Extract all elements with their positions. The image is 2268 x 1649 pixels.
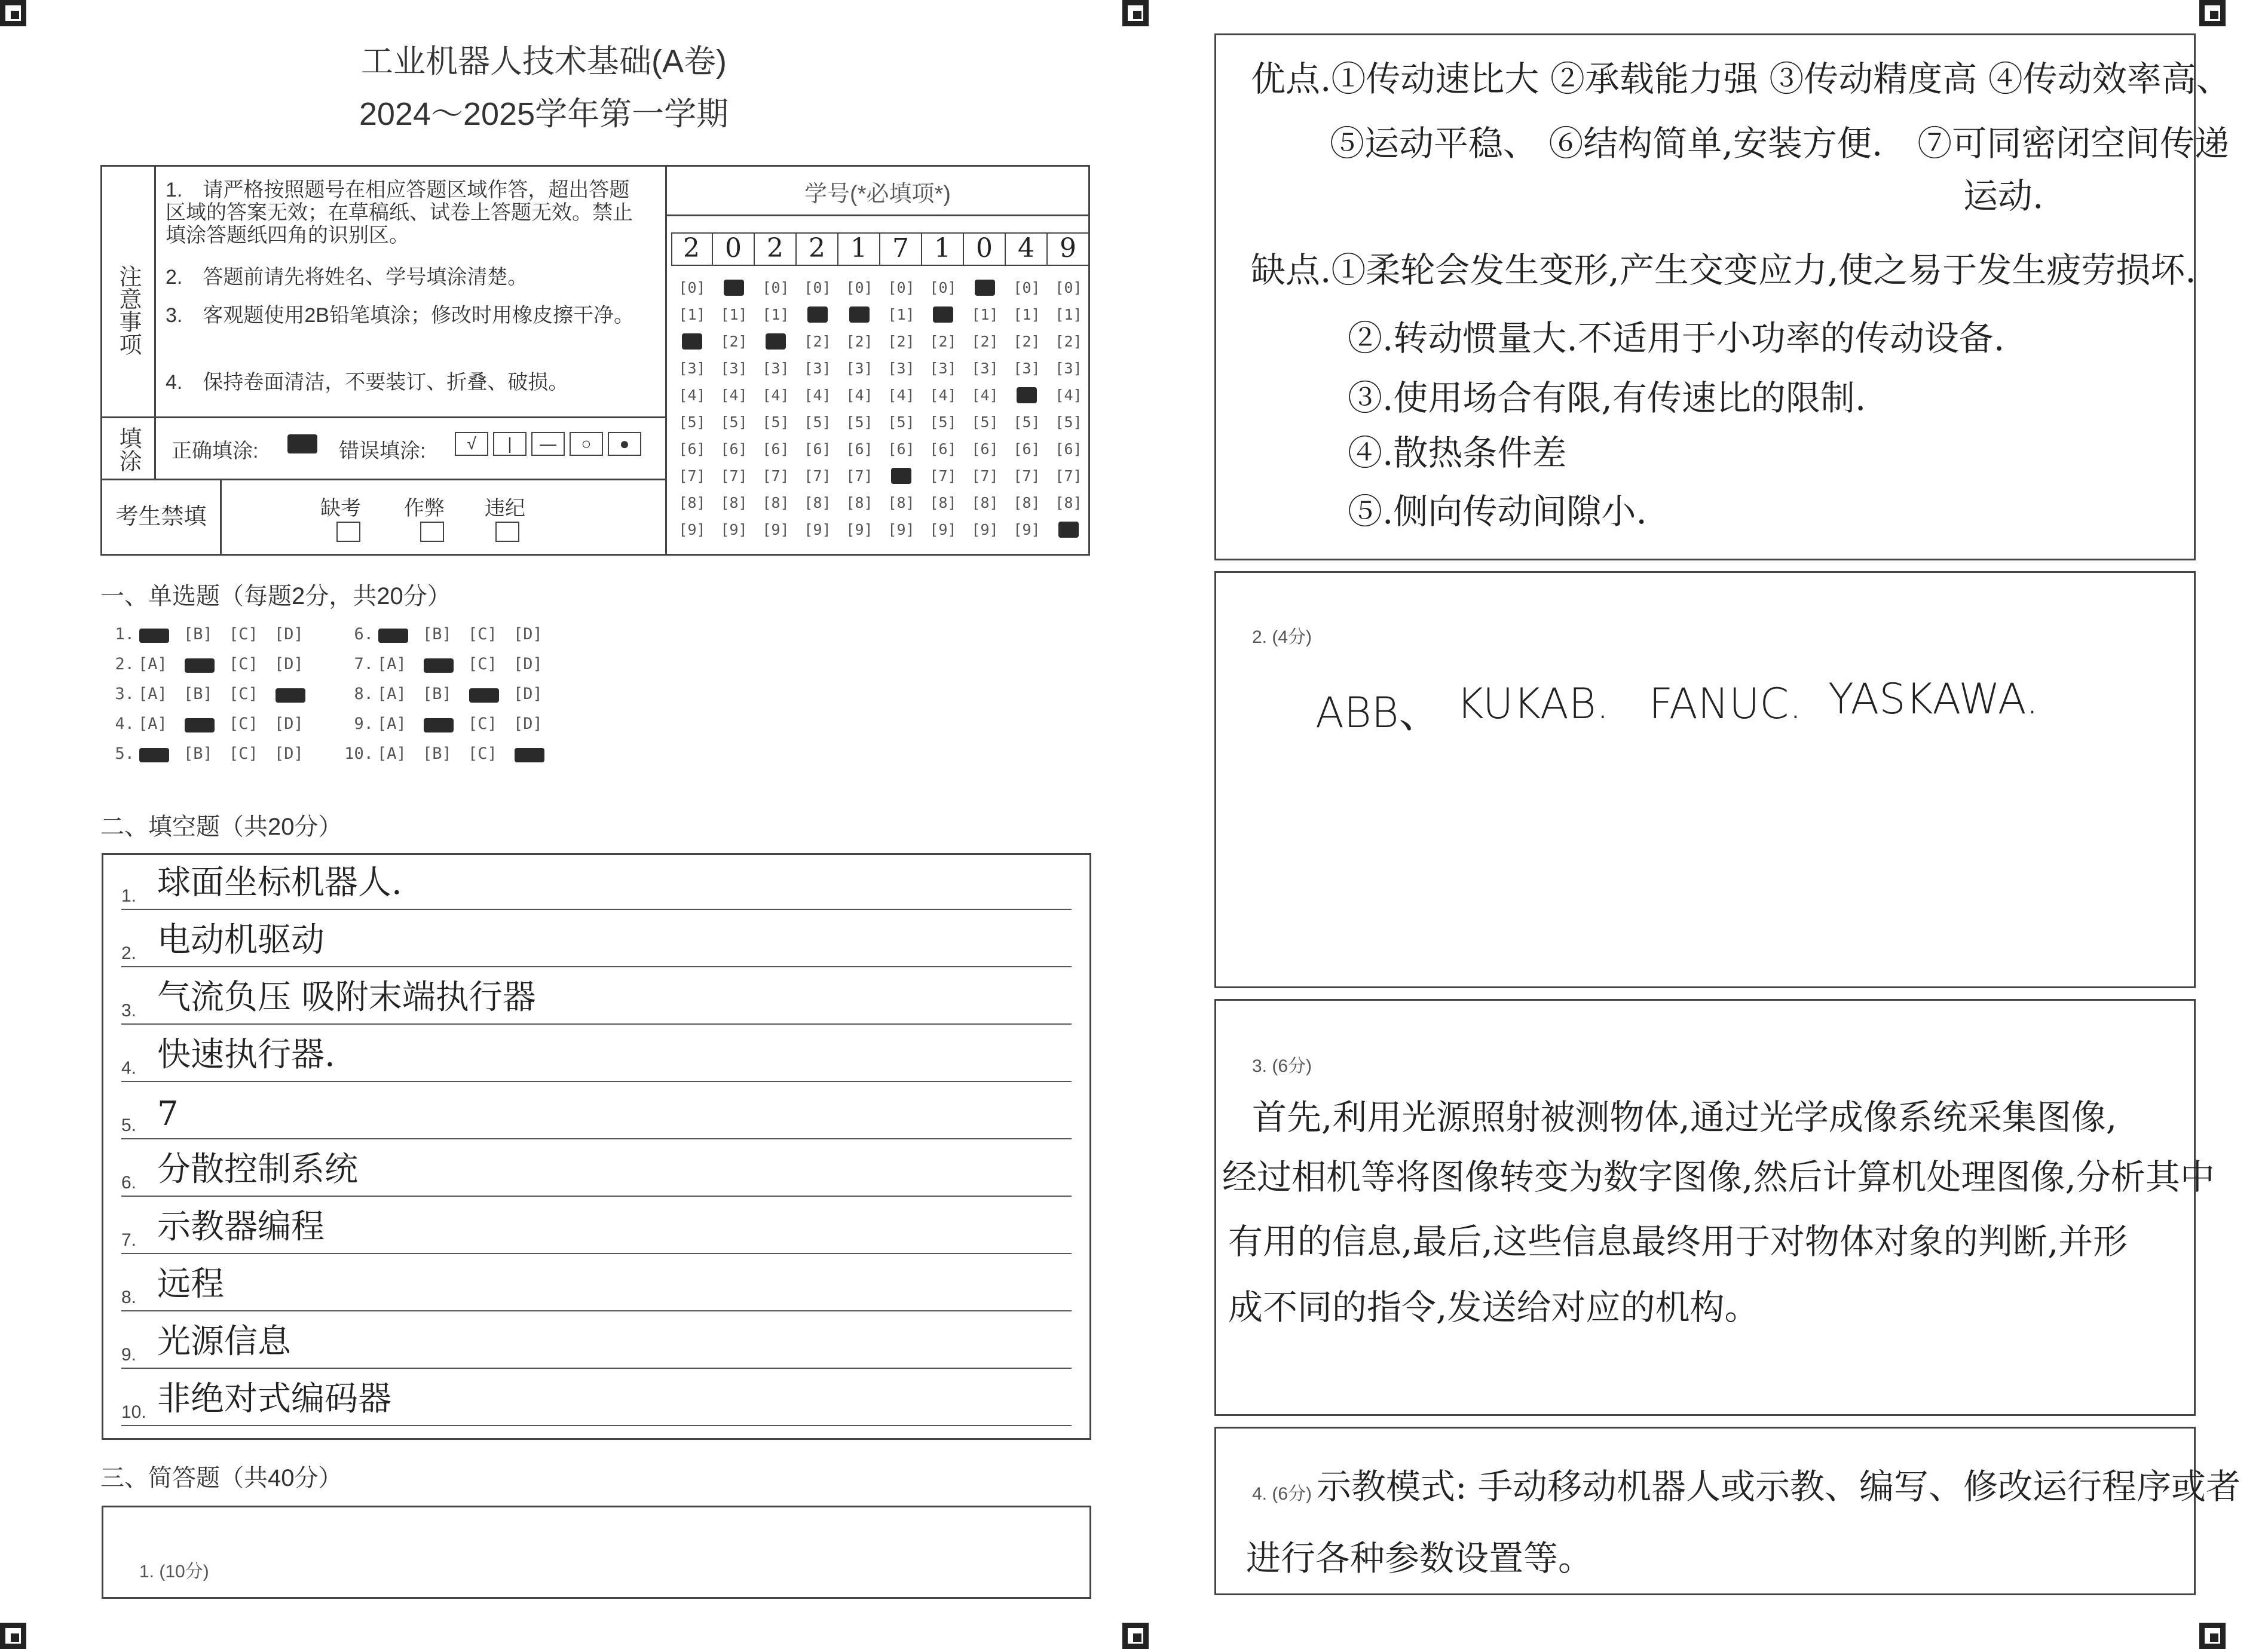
q2-answer-2: KUKAB. (1456, 679, 1609, 728)
choice-bubble[interactable]: [B] (183, 625, 213, 643)
student-id-bubble[interactable]: [8] (1055, 494, 1082, 511)
student-id-bubble[interactable]: [5] (887, 413, 915, 431)
choice-bubble[interactable]: [C] (229, 655, 258, 673)
choice-bubble[interactable]: [A] (377, 715, 406, 733)
student-id-bubble[interactable]: [7] (678, 467, 706, 485)
blank-answer: 示教器编程 (157, 1207, 325, 1246)
notice-side-label: 注意事项 (115, 265, 140, 355)
cheating-checkbox[interactable] (420, 522, 444, 542)
question-number: 8. (354, 685, 374, 703)
choice-bubble[interactable]: [A] (138, 685, 167, 703)
student-id-digit: 0 (964, 232, 1006, 266)
choice-bubble[interactable]: [A] (377, 744, 406, 763)
student-id-bubble[interactable] (674, 328, 711, 355)
student-id-bubble[interactable]: [0] (762, 279, 789, 296)
correct-fill-label: 正确填涂: (172, 440, 259, 462)
question-number: 7. (354, 655, 374, 673)
student-id-bubble[interactable]: [7] (1055, 467, 1082, 485)
choice-bubble[interactable]: [D] (513, 685, 543, 703)
student-id-bubble[interactable]: [4] (1055, 387, 1082, 404)
corner-mark-bottom-right (2199, 1623, 2226, 1649)
student-id-bubble[interactable]: [4] (971, 387, 999, 404)
student-id-bubble[interactable]: [5] (678, 413, 706, 431)
blank-number: 8. (121, 1288, 137, 1307)
choice-bubble[interactable] (377, 625, 423, 643)
fill-blank-line (121, 912, 1072, 967)
student-id-bubble[interactable]: [4] (887, 387, 915, 404)
corner-mark-top-right (2199, 0, 2226, 26)
q2-answer-1: ABB、 (1315, 688, 1441, 737)
blank-number: 4. (121, 1058, 137, 1078)
student-id-bubble[interactable]: [0] (804, 279, 831, 296)
choice-bubble[interactable]: [D] (513, 655, 543, 673)
blank-answer: 球面坐标机器人. (157, 863, 402, 902)
corner-mark-top-middle (1122, 0, 1149, 26)
student-id-bubble[interactable]: [4] (762, 387, 789, 404)
student-id-bubble[interactable]: [2] (971, 333, 999, 350)
wrong-mark-check: √ (455, 432, 488, 456)
fill-side-label: 填涂 (115, 427, 140, 472)
q1-line-1: 优点.①传动速比大 ②承载能力强 ③传动精度高 ④传动效率高、 (1251, 59, 2231, 99)
choice-bubble[interactable]: [D] (274, 625, 304, 643)
q1-line-7: ④.散热条件差 (1348, 433, 1567, 473)
blank-number: 6. (121, 1173, 137, 1193)
choice-bubble[interactable]: [D] (513, 715, 543, 733)
cheating-label: 作弊 (404, 497, 445, 520)
student-id-digit: 7 (880, 232, 922, 266)
choice-bubble[interactable]: [C] (468, 655, 497, 673)
blank-answer: 非绝对式编码器 (157, 1380, 391, 1418)
student-id-bubble[interactable]: [9] (846, 521, 873, 538)
single-choice-question (341, 625, 559, 643)
student-id-bubble[interactable]: [1] (678, 306, 706, 323)
student-id-bubble[interactable]: [3] (929, 360, 957, 377)
student-id-digit: 2 (671, 232, 713, 266)
student-id-bubble[interactable] (883, 462, 920, 489)
wrong-mark-circle: ○ (570, 432, 603, 456)
choice-bubble[interactable]: [A] (138, 715, 167, 733)
student-id-bubble-column (841, 274, 878, 543)
violation-checkbox[interactable] (495, 522, 519, 542)
student-id-label: 学号(*必填项*) (804, 182, 951, 207)
exam-term: 2024～2025学年第一学期 (359, 96, 729, 132)
choice-bubble[interactable]: [A] (377, 685, 406, 703)
fill-blank-line (121, 1027, 1072, 1082)
student-id-bubble[interactable] (715, 274, 752, 301)
student-id-bubble[interactable]: [8] (678, 494, 706, 511)
question-number: 10. (344, 744, 374, 763)
student-id-bubble[interactable]: [7] (846, 467, 873, 485)
choice-bubble[interactable]: [C] (468, 744, 497, 763)
student-id-bubble[interactable]: [2] (1055, 333, 1082, 350)
student-id-bubble[interactable]: [0] (846, 279, 873, 296)
blank-answer: 快速执行器. (157, 1035, 335, 1074)
student-id-digit: 1 (838, 232, 880, 266)
choice-bubble[interactable] (138, 625, 183, 643)
header-info-block (100, 165, 1090, 556)
q1-line-6: ③.使用场合有限,有传速比的限制. (1348, 378, 1866, 418)
student-id-bubble[interactable]: [8] (720, 494, 748, 511)
choice-bubble[interactable] (138, 744, 183, 763)
absent-label: 缺考 (320, 497, 361, 520)
student-id-bubble[interactable]: [7] (971, 467, 999, 485)
blank-number: 1. (121, 886, 137, 906)
student-id-bubble[interactable]: [2] (929, 333, 957, 350)
student-id-bubble[interactable]: [5] (846, 413, 873, 431)
student-id-bubble[interactable]: [5] (971, 413, 999, 431)
student-id-bubble[interactable]: [4] (720, 387, 748, 404)
student-id-bubble[interactable]: [6] (762, 440, 789, 458)
single-choice-question (102, 685, 320, 703)
student-id-bubble[interactable]: [9] (929, 521, 957, 538)
q3-label: 3. (6分) (1252, 1056, 1312, 1076)
student-id-bubble[interactable]: [5] (1055, 413, 1082, 431)
question-number: 2. (115, 655, 134, 673)
student-id-bubble[interactable]: [9] (1013, 521, 1040, 538)
q1-line-3: 运动. (1963, 176, 2044, 216)
blank-number: 10. (121, 1402, 146, 1422)
single-choice-question (102, 715, 320, 733)
choice-bubble[interactable]: [B] (183, 685, 213, 703)
choice-bubble[interactable]: [B] (183, 744, 213, 763)
student-id-bubble-column (1050, 274, 1087, 543)
blank-answer: 7 (157, 1095, 179, 1133)
fill-blank-line (121, 1256, 1072, 1311)
fill-blank-line (121, 1142, 1072, 1197)
q1-line-4: 缺点.①柔轮会发生变形,产生交变应力,使之易于发生疲劳损坏. (1251, 250, 2196, 290)
fill-blank-line (121, 1314, 1072, 1369)
student-id-bubble[interactable]: [6] (1055, 440, 1082, 458)
student-id-bubble[interactable]: [2] (804, 333, 831, 350)
question-number: 6. (354, 625, 374, 643)
correct-fill-sample (287, 434, 317, 453)
fill-blank-line (121, 1371, 1072, 1426)
fill-blank-line (121, 855, 1072, 910)
student-id-bubble[interactable]: [4] (804, 387, 831, 404)
student-id-bubble[interactable]: [9] (971, 521, 999, 538)
q1-line-8: ⑤.侧向传动间隙小. (1348, 491, 1647, 532)
choice-bubble[interactable]: [C] (468, 625, 497, 643)
student-id-bubble[interactable]: [1] (720, 306, 748, 323)
student-id-bubble[interactable]: [8] (929, 494, 957, 511)
student-id-bubble[interactable]: [8] (1013, 494, 1040, 511)
student-id-bubble-column (1008, 274, 1045, 543)
choice-bubble[interactable]: [C] (229, 625, 258, 643)
student-id-bubble[interactable]: [5] (929, 413, 957, 431)
student-id-digit: 4 (1006, 232, 1048, 266)
corner-mark-top-left (0, 0, 26, 26)
student-id-bubble[interactable]: [9] (762, 521, 789, 538)
question-number: 1. (115, 625, 134, 643)
q2-answer-3: FANUC. (1649, 679, 1802, 728)
student-id-bubble[interactable]: [1] (762, 306, 789, 323)
question-number: 4. (115, 715, 134, 733)
notice-item-4: 4. 保持卷面清洁，不要装订、折叠、破损。 (166, 371, 569, 394)
choice-bubble[interactable]: [B] (423, 625, 452, 643)
blank-number: 3. (121, 1001, 137, 1020)
corner-mark-bottom-middle (1122, 1623, 1149, 1649)
exam-forbidden-label: 考生禁填 (102, 480, 222, 554)
student-id-bubble[interactable]: [7] (1013, 467, 1040, 485)
wrong-fill-label: 错误填涂: (339, 440, 426, 462)
choice-bubble[interactable]: [D] (274, 655, 304, 673)
student-id-bubble[interactable]: [3] (804, 360, 831, 377)
blank-answer: 电动机驱动 (157, 921, 325, 960)
student-id-bubble[interactable]: [7] (720, 467, 748, 485)
notice-item-1: 1. 请严格按照题号在相应答题区域作答，超出答题区域的答案无效；在草稿纸、试卷上答题无效。禁止填涂答题纸四角的识别区。 (166, 179, 633, 247)
student-id-bubble[interactable]: [3] (762, 360, 789, 377)
student-id-bubble[interactable]: [6] (846, 440, 873, 458)
single-choice-question (102, 744, 320, 763)
choice-bubble[interactable] (183, 655, 229, 673)
student-id-bubble[interactable]: [5] (762, 413, 789, 431)
student-id-bubble[interactable]: [8] (887, 494, 915, 511)
student-id-bubble[interactable]: [5] (720, 413, 748, 431)
blank-number: 9. (121, 1345, 137, 1365)
student-id-bubble[interactable]: [9] (678, 521, 706, 538)
student-id-bubble[interactable]: [0] (1055, 279, 1082, 296)
student-id-digit: 2 (797, 232, 838, 266)
blank-number: 5. (121, 1115, 137, 1135)
student-id-bubble-column (799, 274, 836, 543)
student-id-bubble[interactable]: [1] (1055, 306, 1082, 323)
short-answer-q1-box-left (102, 1506, 1091, 1599)
student-id-bubble[interactable]: [5] (804, 413, 831, 431)
single-choice-question (102, 625, 320, 643)
q1-label: 1. (10分) (139, 1562, 209, 1581)
student-id-bubble[interactable] (841, 301, 878, 328)
student-id-bubble[interactable]: [7] (762, 467, 789, 485)
short-answer-q2-box (1214, 571, 2196, 988)
choice-bubble[interactable]: [D] (274, 744, 304, 763)
student-id-bubble[interactable] (1050, 516, 1087, 543)
student-id-bubble[interactable]: [1] (1013, 306, 1040, 323)
choice-bubble[interactable] (423, 715, 468, 733)
q3-line-4: 成不同的指令,发送给对应的机构。 (1228, 1287, 1759, 1328)
student-id-bubble[interactable]: [5] (1013, 413, 1040, 431)
student-id-bubble[interactable]: [6] (929, 440, 957, 458)
single-choice-question (341, 715, 559, 733)
student-id-bubble[interactable] (925, 301, 962, 328)
student-id-bubble[interactable]: [0] (678, 279, 706, 296)
q1-line-5: ②.转动惯量大.不适用于小功率的传动设备. (1348, 318, 2005, 358)
student-id-bubble-column (715, 274, 752, 543)
question-number: 5. (115, 744, 134, 763)
blank-answer: 远程 (157, 1265, 224, 1304)
student-id-bubble[interactable]: [4] (846, 387, 873, 404)
q2-answer-4: YASKAWA. (1828, 675, 2039, 724)
student-id-bubble-column (757, 274, 794, 543)
choice-bubble[interactable]: [C] (468, 715, 497, 733)
student-id-bubble[interactable]: [0] (1013, 279, 1040, 296)
student-id-bubble[interactable]: [6] (971, 440, 999, 458)
fill-blank-answer-box (102, 853, 1091, 1440)
choice-bubble[interactable] (423, 655, 468, 673)
student-id-bubble-column (674, 274, 711, 543)
single-choice-question (341, 744, 559, 763)
student-id-bubble[interactable]: [3] (720, 360, 748, 377)
student-id-bubble[interactable]: [1] (887, 306, 915, 323)
student-id-bubble[interactable]: [4] (929, 387, 957, 404)
short-answer-q3-box (1214, 999, 2215, 1416)
absent-checkbox[interactable] (336, 522, 360, 542)
student-id-bubble[interactable]: [2] (887, 333, 915, 350)
notice-item-3: 3. 客观题使用2B铅笔填涂；修改时用橡皮擦干净。 (166, 304, 634, 327)
student-id-bubble[interactable] (1008, 382, 1045, 409)
student-id-digit: 9 (1048, 232, 1089, 266)
wrong-fill-samples (455, 432, 641, 456)
choice-bubble[interactable] (274, 685, 320, 703)
choice-bubble[interactable]: [B] (423, 685, 452, 703)
student-id-bubble[interactable]: [3] (971, 360, 999, 377)
student-id-bubble[interactable]: [9] (887, 521, 915, 538)
exam-title: 工业机器人技术基础(A卷) (361, 44, 727, 79)
blank-answer: 气流负压 吸附末端执行器 (157, 978, 536, 1017)
student-id-bubble[interactable]: [3] (678, 360, 706, 377)
student-id-bubble[interactable]: [3] (1055, 360, 1082, 377)
student-id-bubble[interactable]: [2] (846, 333, 873, 350)
student-id-bubble-column (883, 274, 920, 543)
student-id-bubble[interactable]: [6] (804, 440, 831, 458)
student-id-bubble[interactable]: [1] (971, 306, 999, 323)
student-id-bubble[interactable]: [4] (678, 387, 706, 404)
short-answer-q4-box (1214, 1427, 2241, 1595)
student-id-bubble[interactable]: [8] (762, 494, 789, 511)
single-choice-question (341, 685, 559, 703)
single-choice-question (102, 655, 320, 673)
choice-bubble[interactable]: [C] (229, 685, 258, 703)
fill-blank-line (121, 970, 1072, 1025)
choice-bubble[interactable]: [D] (513, 625, 543, 643)
choice-bubble[interactable]: [D] (274, 715, 304, 733)
student-id-bubble[interactable]: [2] (1013, 333, 1040, 350)
blank-number: 2. (121, 943, 137, 963)
student-id-digit: 1 (922, 232, 964, 266)
q4-line-1: 示教模式: 手动移动机器人或示教、编写、修改运行程序或者 (1317, 1466, 2241, 1507)
fill-blank-line (121, 1199, 1072, 1254)
student-id-bubble[interactable] (757, 328, 794, 355)
q2-label: 2. (4分) (1252, 627, 1312, 647)
student-id-digit: 2 (755, 232, 797, 266)
short-answer-q1-box-right (1214, 33, 2231, 560)
violation-label: 违纪 (485, 497, 525, 520)
fill-blank-line (121, 1084, 1072, 1139)
student-id-bubble[interactable]: [0] (929, 279, 957, 296)
student-id-bubble[interactable]: [8] (804, 494, 831, 511)
student-id-bubble[interactable]: [6] (720, 440, 748, 458)
student-id-bubble[interactable]: [8] (971, 494, 999, 511)
wrong-mark-dash: — (531, 432, 565, 456)
choice-bubble[interactable]: [C] (229, 744, 258, 763)
blank-number: 7. (121, 1230, 137, 1250)
student-id-bubble[interactable] (966, 274, 1003, 301)
student-id-bubble[interactable]: [9] (804, 521, 831, 538)
student-id-bubble[interactable]: [7] (804, 467, 831, 485)
wrong-mark-bar: | (493, 432, 527, 456)
student-id-bubble[interactable]: [3] (1013, 360, 1040, 377)
blank-answer: 分散控制系统 (157, 1150, 358, 1189)
student-id-bubble[interactable]: [3] (887, 360, 915, 377)
choice-bubble[interactable] (513, 744, 559, 763)
question-number: 9. (354, 715, 374, 733)
wrong-mark-dot: ● (608, 432, 641, 456)
student-id-bubble[interactable] (799, 301, 836, 328)
student-id-bubble[interactable]: [8] (846, 494, 873, 511)
student-id-bubble[interactable]: [6] (887, 440, 915, 458)
question-number: 3. (115, 685, 134, 703)
q3-line-1: 首先,利用光源照射被测物体,通过光学成像系统采集图像, (1252, 1097, 2117, 1138)
corner-mark-bottom-left (0, 1623, 26, 1649)
section3-title: 三、简答题（共40分） (100, 1465, 342, 1491)
single-choice-question (341, 655, 559, 673)
choice-bubble[interactable]: [C] (229, 715, 258, 733)
student-id-bubble[interactable]: [3] (846, 360, 873, 377)
student-id-bubble[interactable]: [7] (929, 467, 957, 485)
q4-label: 4. (6分) (1252, 1484, 1312, 1504)
student-id-digit: 0 (713, 232, 755, 266)
choice-bubble[interactable]: [A] (138, 655, 167, 673)
student-id-bubble[interactable]: [9] (720, 521, 748, 538)
notice-item-2: 2. 答题前请先将姓名、学号填涂清楚。 (166, 266, 528, 289)
student-id-bubble-column (925, 274, 962, 543)
student-id-bubble[interactable]: [2] (720, 333, 748, 350)
blank-answer: 光源信息 (157, 1322, 291, 1361)
choice-bubble[interactable]: [A] (377, 655, 406, 673)
choice-bubble[interactable] (468, 685, 513, 703)
q3-line-2: 经过相机等将图像转变为数字图像,然后计算机处理图像,分析其中 (1222, 1157, 2215, 1197)
student-id-bubble[interactable]: [0] (887, 279, 915, 296)
q1-line-2: ⑤运动平稳、 ⑥结构简单,安装方便. ⑦可同密闭空间传递 (1330, 123, 2230, 164)
section1-title: 一、单选题（每题2分，共20分） (100, 583, 451, 609)
choice-bubble[interactable] (183, 715, 229, 733)
student-id-bubble[interactable]: [6] (678, 440, 706, 458)
student-id-bubble[interactable]: [6] (1013, 440, 1040, 458)
q4-line-2: 进行各种参数设置等。 (1246, 1538, 1593, 1578)
student-id-bubble-column (966, 274, 1003, 543)
choice-bubble[interactable]: [B] (423, 744, 452, 763)
q3-line-3: 有用的信息,最后,这些信息最终用于对物体对象的判断,并形 (1228, 1221, 2128, 1262)
section2-title: 二、填空题（共20分） (100, 814, 342, 840)
